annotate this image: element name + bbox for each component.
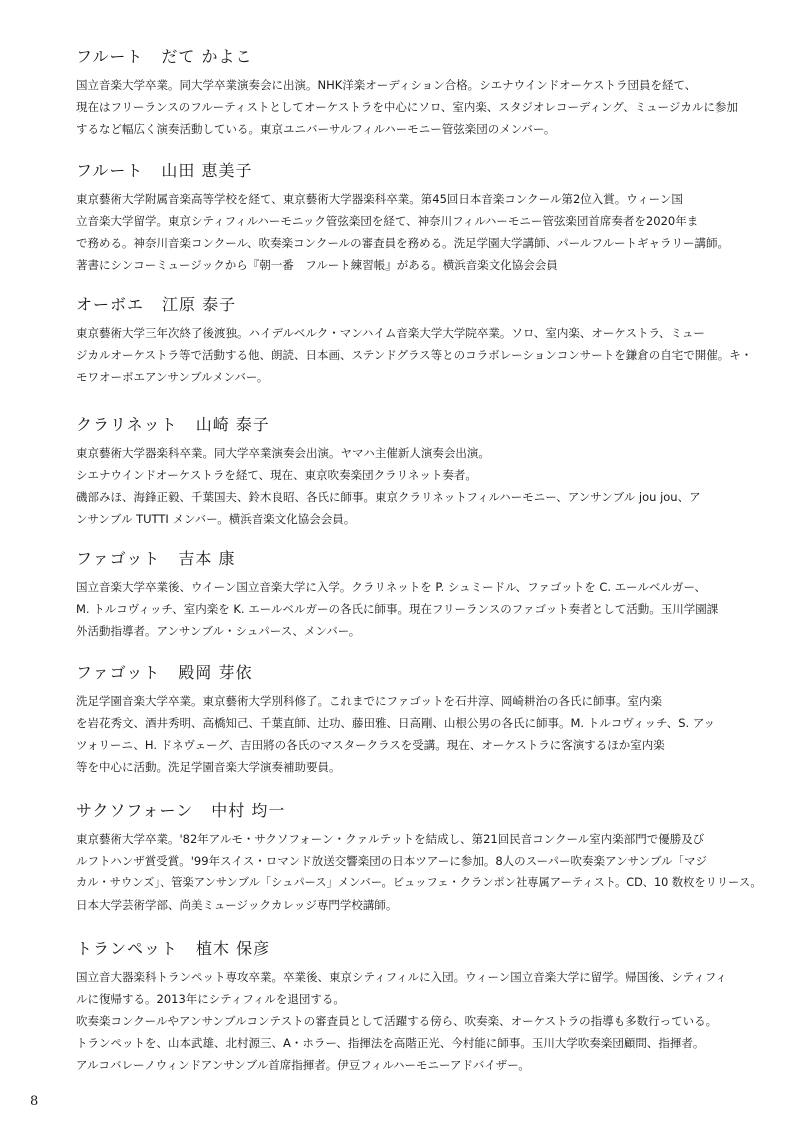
bio-saxophone-nakamura: [76, 800, 776, 916]
bio-line: ンサンブル TUTTI メンバー。横浜音楽文化協会会員。: [76, 512, 356, 526]
bio-line: で務める。神奈川音楽コンクール、吹奏楽コンクールの審査員を務める。洗足学園大学講師、パールフルートギャラリー講師。: [76, 236, 729, 250]
performer-name: 植木 保彦: [196, 939, 271, 958]
instrument-label: ファゴット: [76, 549, 161, 568]
bio-heading: [76, 800, 776, 822]
performer-name: だて かよこ: [161, 47, 253, 66]
bio-trumpet-ueki: [76, 938, 776, 1076]
bio-fagotto-yoshimoto: [76, 548, 776, 642]
bio-line: 洗足学園音楽大学卒業。東京藝術大学別科修了。これまでにファゴットを石井淳、岡崎耕治の各氏に師事。室内楽: [76, 694, 663, 708]
bio-line: M. トルコヴィッチ、室内楽を K. エールベルガーの各氏に師事。現在フリーランスのファゴット奏者として活動。玉川学園課: [76, 602, 719, 616]
bio-line: 東京藝術大学器楽科卒業。同大学卒業演奏会出演。ヤマハ主催新人演奏会出演。: [76, 446, 490, 460]
bio-fagotto-tonooka: [76, 662, 776, 778]
instrument-label: クラリネット: [76, 415, 178, 434]
bio-text: [76, 74, 776, 140]
bio-line: 著書にシンコーミュージックから『朝一番 フルート練習帳』がある。横浜音楽文化協会会員: [76, 258, 558, 272]
bio-flute-date: [76, 46, 776, 140]
bio-line: モワオーボエアンサンブルメンバー。: [76, 370, 269, 384]
performer-name: 吉本 康: [178, 549, 236, 568]
bio-line: 国立音楽大学卒業後、ウイーン国立音楽大学に入学。クラリネットを P. シュミードル、ファゴットを C. エールベルガー、: [76, 580, 706, 594]
bio-line: 東京藝術大学三年次終了後渡独。ハイデルベルク・マンハイム音楽大学大学院卒業。ソロ、室内楽、オーケストラ、ミュー: [76, 326, 705, 340]
bio-line: 等を中心に活動。洗足学園音楽大学演奏補助要員。: [76, 760, 341, 774]
bio-line: ルに復帰する。2013年にシティフィルを退団する。: [76, 992, 345, 1006]
instrument-label: フルート: [76, 161, 144, 180]
bio-line: 磯部みほ、海鋒正毅、千葉国夫、鈴木良昭、各氏に師事。東京クラリネットフィルハーモニー、アンサンブル jou jou、ア: [76, 490, 701, 504]
bio-line: 立音楽大学留学。東京シティフィルハーモニック管弦楽団を経て、神奈川フィルハーモニー管弦楽団首席奏者を2020年ま: [76, 214, 699, 228]
bio-line: 国立音大器楽科トランペット専攻卒業。卒業後、東京シティフィルに入団。ウィーン国立音楽大学に留学。帰国後、シティフィ: [76, 970, 727, 984]
bio-heading: [76, 548, 776, 570]
bio-heading: [76, 294, 776, 316]
bio-line: 東京藝術大学卒業。'82年アルモ・サクソフォーン・クァルテットを結成し、第21回民音コンクール室内楽部門で優勝及び: [76, 832, 705, 846]
bio-oboe-ehara: [76, 294, 776, 388]
bio-text: [76, 188, 776, 276]
bio-line: 外活動指導者。アンサンブル・シュパース、メンバー。: [76, 624, 361, 638]
bio-heading: [76, 46, 776, 68]
bio-clarinet-yamazaki: [76, 414, 776, 530]
bio-text: [76, 442, 776, 530]
bio-line: 吹奏楽コンクールやアンサンブルコンテストの審査員として活躍する傍ら、吹奏楽、オーケストラの指導も多数行っている。: [76, 1014, 718, 1028]
bio-line: ジカルオーケストラ等で活動する他、朗読、日本画、ステンドグラス等とのコラボレーションコンサートを鎌倉の自宅で開催。キ・: [76, 348, 753, 362]
bio-text: [76, 322, 776, 388]
bio-text: [76, 690, 776, 778]
bio-line: ツォリーニ、H. ドネヴェーグ、吉田將の各氏のマスタークラスを受講。現在、オーケストラに客演するほか室内楽: [76, 738, 665, 752]
instrument-label: トランペット: [76, 939, 179, 958]
performer-name: 殿岡 芽依: [178, 663, 253, 682]
bio-text: [76, 576, 776, 642]
performer-name: 山崎 泰子: [195, 415, 270, 434]
bio-line: トランペットを、山本武雄、北村源三、A・ホラー、指揮法を高階正光、今村能に師事。玉川大学吹奏楽団顧問、指揮者。: [76, 1036, 705, 1050]
instrument-label: ファゴット: [76, 663, 161, 682]
instrument-label: サクソフォーン: [76, 801, 194, 820]
bio-heading: [76, 160, 776, 182]
performer-name: 江原 泰子: [162, 295, 237, 314]
bio-flute-yamada: [76, 160, 776, 276]
bio-line: 現在はフリーランスのフルーティストとしてオーケストラを中心にソロ、室内楽、スタジオレコーディング、ミュージカルに参加: [76, 100, 738, 114]
bio-text: [76, 966, 776, 1076]
bio-line: アルコバレーノウィンドアンサンブル首席指揮者。伊豆フィルハーモニーアドバイザー。: [76, 1058, 530, 1072]
bio-heading: [76, 662, 776, 684]
bio-heading: [76, 414, 776, 436]
bio-text: [76, 828, 776, 916]
performer-name: 中村 均一: [211, 801, 286, 820]
bio-line: 日本大学芸術学部、尚美ミュージックカレッジ専門学校講師。: [76, 898, 398, 912]
instrument-label: オーボエ: [76, 295, 145, 314]
bio-line: シエナウインドオーケストラを経て、現在、東京吹奏楽団クラリネット奏者。: [76, 468, 477, 482]
page-number: 8: [30, 1094, 39, 1109]
performer-name: 山田 恵美子: [161, 161, 253, 180]
bio-line: 東京藝術大学附属音楽高等学校を経て、東京藝術大学器楽科卒業。第45回日本音楽コンクール第2位入賞。ウィーン国: [76, 192, 683, 206]
bio-line: カル・サウンズ」、管楽アンサンブル「シュパース」メンバー。ビュッフェ・クランポン社専属アーティスト。CD、10 数枚をリリース。: [76, 876, 762, 889]
instrument-label: フルート: [76, 47, 144, 66]
bio-line: を岩花秀文、酒井秀明、高橋知己、千葉直師、辻功、藤田雅、日高剛、山根公男の各氏に師事。M. トルコヴィッチ、S. アッ: [76, 716, 716, 730]
bio-line: 国立音楽大学卒業。同大学卒業演奏会に出演。NHK洋楽オーディション合格。シエナウインドオーケストラ団員を経て、: [76, 78, 697, 92]
bio-heading: [76, 938, 776, 960]
bio-line: するなど幅広く演奏活動している。東京ユニバーサルフィルハーモニー管弦楽団のメンバー。: [76, 122, 556, 136]
bio-line: ルフトハンザ賞受賞。'99年スイス・ロマンド放送交響楽団の日本ツアーに参加。8人のスーパー吹奏楽アンサンブル「マジ: [76, 854, 708, 868]
